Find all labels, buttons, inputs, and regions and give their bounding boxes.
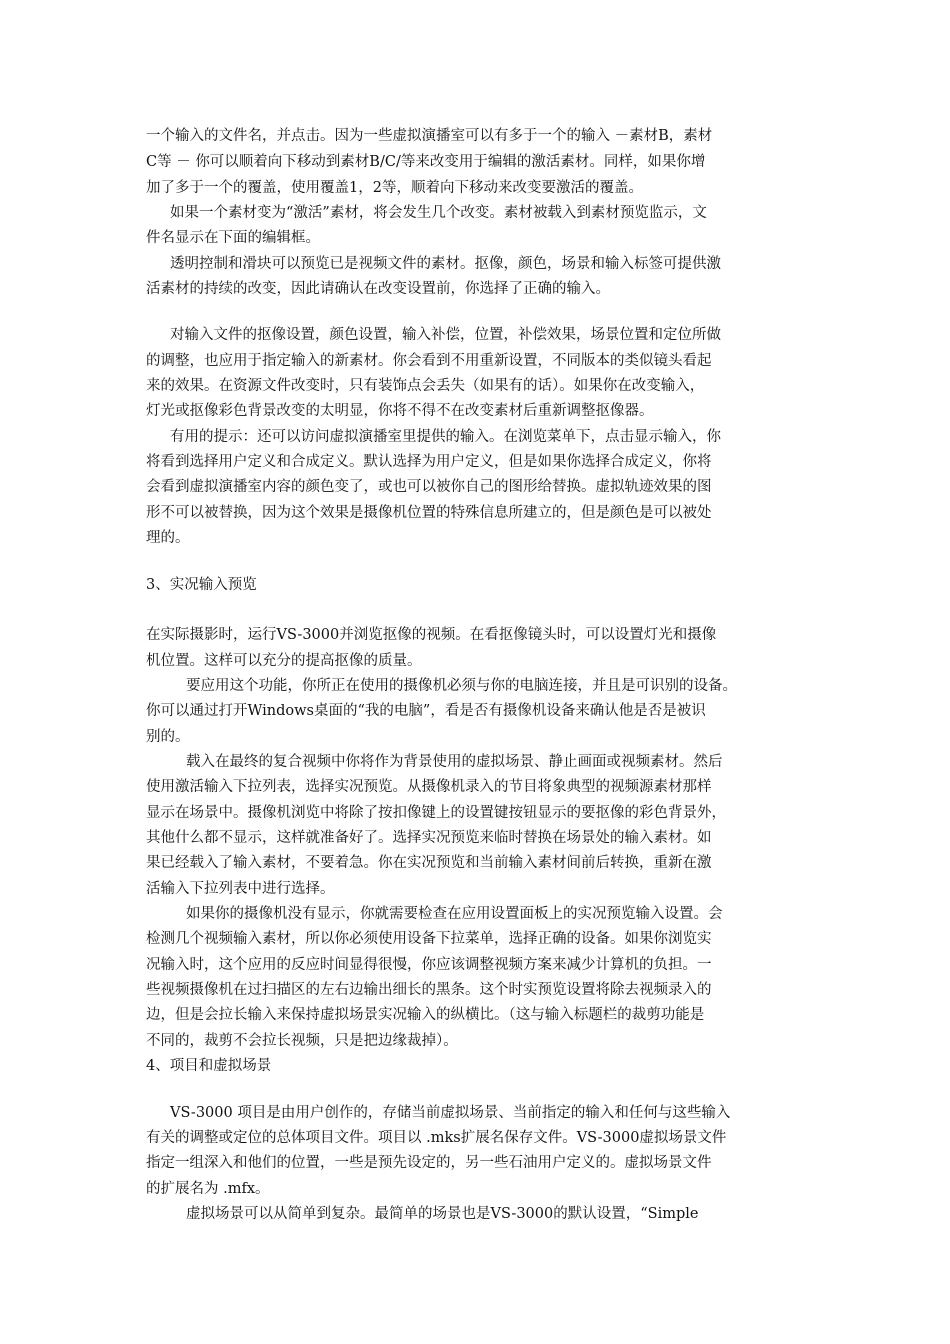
text-line: 其他什么都不显示，这样就准备好了。选择实况预览来临时替换在场景处的输入素材。如 bbox=[146, 830, 712, 846]
text-line: 灯光或抠像彩色背景改变的太明显，你将不得不在改变素材后重新调整抠像器。 bbox=[146, 403, 654, 419]
text-line: 一个输入的文件名，并点击。因为一些虚拟演播室可以有多于一个的输入 －素材B，素材 bbox=[146, 128, 713, 144]
text-line: 将看到选择用户定义和合成定义。默认选择为用户定义，但是如果你选择合成定义，你将 bbox=[146, 454, 712, 470]
text-line: 的调整，也应用于指定输入的新素材。你会看到不用重新设置，不同版本的类似镜头看起 bbox=[146, 353, 712, 369]
text-line: 别的。 bbox=[146, 729, 190, 745]
text-line: 检测几个视频输入素材，所以你必须使用设备下拉菜单，选择正确的设备。如果你浏览实 bbox=[146, 931, 712, 947]
text-line: 有用的提示：还可以访问虚拟演播室里提供的输入。在浏览菜单下，点击显示输入，你 bbox=[170, 429, 721, 445]
text-line: 有关的调整或定位的总体项目文件。项目以 .mks扩展名保存文件。VS-3000虚拟场景文件 bbox=[146, 1130, 727, 1146]
text-line: 虚拟场景可以从简单到复杂。最简单的场景也是VS-3000的默认设置，“Simple bbox=[186, 1206, 699, 1222]
text-line: 活输入下拉列表中进行选择。 bbox=[146, 881, 335, 897]
text-line: 在实际摄影时，运行VS-3000并浏览抠像的视频。在看抠像镜头时，可以设置灯光和摄像 bbox=[146, 627, 717, 643]
text-line: 边，但是会拉长输入来保持虚拟场景实况输入的纵横比。（这与输入标题栏的裁剪功能是 bbox=[146, 1007, 705, 1023]
text-line: 如果你的摄像机没有显示，你就需要检查在应用设置面板上的实况预览输入设置。会 bbox=[186, 906, 723, 922]
text-line: 要应用这个功能，你所正在使用的摄像机必须与你的电脑连接，并且是可识别的设备。 bbox=[186, 678, 737, 694]
text-line: 形不可以被替换，因为这个效果是摄像机位置的特殊信息所建立的，但是颜色是可以被处 bbox=[146, 505, 712, 521]
text-line: 显示在场景中。摄像机浏览中将除了按扣像键上的设置键按钮显示的要抠像的彩色背景外， bbox=[146, 805, 726, 821]
text-line: VS-3000 项目是由用户创作的，存储当前虚拟场景、当前指定的输入和任何与这些输入 bbox=[170, 1105, 731, 1121]
text-line: 不同的，裁剪不会拉长视频，只是把边缘裁掉）。 bbox=[146, 1033, 458, 1049]
text-line: 使用激活输入下拉列表，选择实况预览。从摄像机录入的节目将象典型的视频源素材那样 bbox=[146, 779, 712, 795]
section-heading: 3、实况输入预览 bbox=[146, 577, 257, 593]
text-line: 件名显示在下面的编辑框。 bbox=[146, 230, 320, 246]
text-line: 指定一组深入和他们的位置，一些是预先设定的，另一些石油用户定义的。虚拟场景文件 bbox=[146, 1155, 712, 1171]
text-line: 果已经载入了输入素材，不要着急。你在实况预览和当前输入素材间前后转换，重新在激 bbox=[146, 855, 712, 871]
section-heading: 4、项目和虚拟场景 bbox=[146, 1058, 272, 1074]
text-line: 会看到虚拟演播室内容的颜色变了，或也可以被你自己的图形给替换。虚拟轨迹效果的图 bbox=[146, 479, 712, 495]
text-line: 的扩展名为 .mfx。 bbox=[146, 1181, 270, 1197]
text-line: 理的。 bbox=[146, 530, 190, 546]
text-line: 加了多于一个的覆盖，使用覆盖1，2等，顺着向下移动来改变要激活的覆盖。 bbox=[146, 180, 643, 196]
text-line: 透明控制和滑块可以预览已是视频文件的素材。抠像，颜色，场景和输入标签可提供激 bbox=[170, 256, 721, 272]
text-line: 如果一个素材变为“激活”素材，将会发生几个改变。素材被载入到素材预览监示，文 bbox=[170, 205, 707, 221]
text-line: 况输入时，这个应用的反应时间显得很慢，你应该调整视频方案来减少计算机的负担。一 bbox=[146, 957, 712, 973]
text-line: 些视频摄像机在过扫描区的左右边输出细长的黑条。这个时实预览设置将除去视频录入的 bbox=[146, 982, 712, 998]
text-line: 机位置。这样可以充分的提高抠像的质量。 bbox=[146, 653, 422, 669]
text-line: 载入在最终的复合视频中你将作为背景使用的虚拟场景、静止画面或视频素材。然后 bbox=[186, 754, 723, 770]
text-line: C等 － 你可以顺着向下移动到素材B/C/等来改变用于编辑的激活素材。同样，如果你增 bbox=[146, 154, 706, 170]
text-line: 对输入文件的抠像设置，颜色设置，输入补偿，位置，补偿效果，场景位置和定位所做 bbox=[170, 327, 721, 343]
text-line: 活素材的持续的改变，因此请确认在改变设置前，你选择了正确的输入。 bbox=[146, 281, 610, 297]
text-line: 来的效果。在资源文件改变时，只有装饰点会丢失（如果有的话）。如果你在改变输入， bbox=[146, 378, 705, 394]
text-line: 你可以通过打开Windows桌面的“我的电脑”，看是否有摄像机设备来确认他是否是被识 bbox=[146, 703, 706, 719]
